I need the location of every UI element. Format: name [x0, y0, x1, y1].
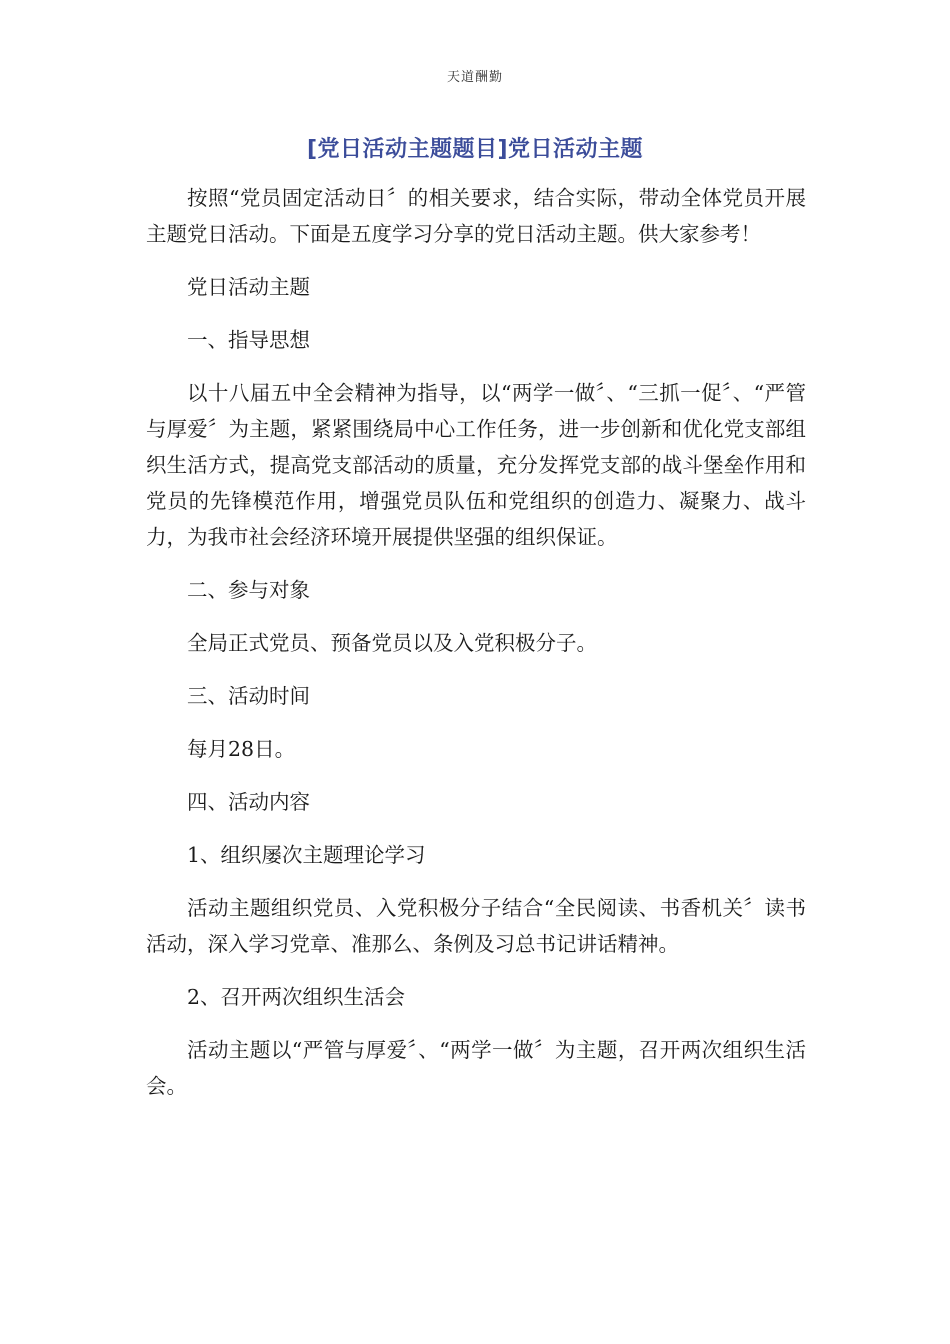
section-heading-participants: 二、参与对象 — [187, 578, 310, 602]
subheading-organization-meetings: 2、召开两次组织生活会 — [187, 985, 406, 1009]
activity-time-paragraph: 每月28日。 — [187, 737, 296, 761]
section-heading-activity-content: 四、活动内容 — [187, 790, 310, 814]
intro-paragraph: 按照“党员固定活动日〞的相关要求，结合实际，带动全体党员开展主题党日活动。下面是五度学习分享的党日活动主题。供大家参考！ — [146, 186, 806, 246]
document-body — [146, 180, 806, 1121]
participants-paragraph: 全局正式党员、预备党员以及入党积极分子。 — [187, 631, 597, 655]
theory-study-paragraph: 活动主题组织党员、入党积极分子结合“全民阅读、书香机关〞读书活动，深入学习党章、准那么、条例及习总书记讲话精神。 — [146, 896, 806, 956]
guiding-ideology-paragraph: 以十八届五中全会精神为指导，以“两学一做〞、“三抓一促〞、“严管与厚爱〞为主题，紧紧围绕局中心工作任务，进一步创新和优化党支部组织生活方式，提高党支部活动的质量，充分发挥党支部的战斗堡垒作用和党员的先锋模范作用，增强党员队伍和党组织的创造力、凝聚力、战斗力，为我市社会经济环境开展提供坚强的组织保证。 — [146, 381, 806, 549]
section-heading-activity-time: 三、活动时间 — [187, 684, 310, 708]
section-heading-theme: 党日活动主题 — [187, 275, 310, 299]
subheading-theory-study: 1、组织屡次主题理论学习 — [187, 843, 426, 867]
document-title: [党日活动主题题目]党日活动主题 — [306, 137, 644, 162]
organization-meetings-paragraph: 活动主题以“严管与厚爱〞、“两学一做〞为主题，召开两次组织生活会。 — [146, 1038, 806, 1098]
page-header: 天道酬勤 — [446, 70, 503, 85]
section-heading-guiding-ideology: 一、指导思想 — [187, 328, 310, 352]
